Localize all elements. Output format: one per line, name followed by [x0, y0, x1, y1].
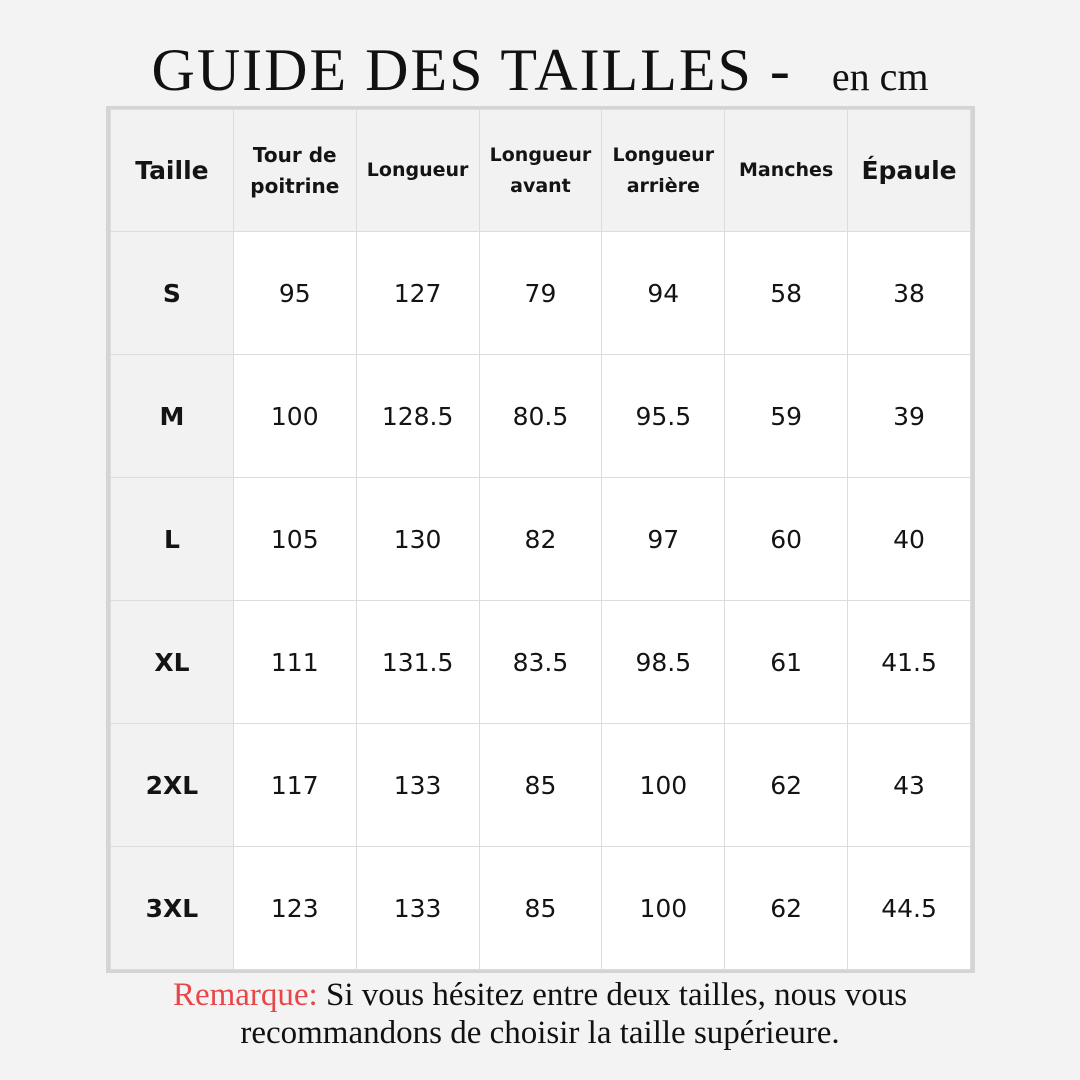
value-cell: 100 [602, 847, 725, 970]
header-tour-de-poitrine [233, 110, 356, 232]
value-cell: 95 [233, 232, 356, 355]
header-label: Longueur [612, 143, 715, 166]
page-title [0, 36, 1080, 105]
header-label: Longueur [489, 143, 592, 166]
value-cell: 61 [725, 601, 848, 724]
title-main: GUIDE DES TAILLES - [151, 37, 792, 103]
value-cell: 100 [233, 355, 356, 478]
note-text-line1: Si vous hésitez entre deux tailles, nous vous [317, 977, 908, 1013]
value-cell: 58 [725, 232, 848, 355]
table-row [111, 355, 971, 478]
value-cell: 130 [356, 478, 479, 601]
value-cell: 85 [479, 724, 602, 847]
value-cell: 79 [479, 232, 602, 355]
size-cell: S [111, 232, 234, 355]
table-row [111, 601, 971, 724]
header-longueur-arriere [602, 110, 725, 232]
title-unit: en cm [831, 54, 929, 99]
size-cell: M [111, 355, 234, 478]
value-cell: 128.5 [356, 355, 479, 478]
value-cell: 41.5 [848, 601, 971, 724]
value-cell: 127 [356, 232, 479, 355]
header-taille [111, 110, 234, 232]
header-label: Tour de [252, 142, 337, 167]
size-table [110, 109, 971, 970]
value-cell: 40 [848, 478, 971, 601]
value-cell: 133 [356, 847, 479, 970]
value-cell: 44.5 [848, 847, 971, 970]
size-cell: 2XL [111, 724, 234, 847]
size-note [0, 976, 1080, 1052]
value-cell: 123 [233, 847, 356, 970]
value-cell: 60 [725, 478, 848, 601]
value-cell: 83.5 [479, 601, 602, 724]
header-label: arrière [626, 174, 700, 197]
value-cell: 105 [233, 478, 356, 601]
header-label: poitrine [250, 173, 340, 198]
note-label: Remarque: [172, 977, 318, 1013]
value-cell: 43 [848, 724, 971, 847]
table-row [111, 478, 971, 601]
value-cell: 82 [479, 478, 602, 601]
header-label: Taille [135, 156, 209, 185]
value-cell: 38 [848, 232, 971, 355]
value-cell: 95.5 [602, 355, 725, 478]
header-label: Longueur [366, 159, 469, 181]
size-cell: 3XL [111, 847, 234, 970]
header-epaule [848, 110, 971, 232]
value-cell: 98.5 [602, 601, 725, 724]
size-table-container [106, 106, 975, 973]
header-label: Épaule [861, 156, 957, 185]
size-cell: XL [111, 601, 234, 724]
value-cell: 59 [725, 355, 848, 478]
header-label: avant [510, 174, 571, 197]
value-cell: 39 [848, 355, 971, 478]
value-cell: 133 [356, 724, 479, 847]
value-cell: 94 [602, 232, 725, 355]
value-cell: 111 [233, 601, 356, 724]
header-row [111, 110, 971, 232]
table-row [111, 232, 971, 355]
note-text-line2: recommandons de choisir la taille supérieure. [240, 1015, 840, 1051]
size-cell: L [111, 478, 234, 601]
value-cell: 85 [479, 847, 602, 970]
value-cell: 117 [233, 724, 356, 847]
value-cell: 131.5 [356, 601, 479, 724]
table-row [111, 724, 971, 847]
value-cell: 97 [602, 478, 725, 601]
header-longueur [356, 110, 479, 232]
header-longueur-avant [479, 110, 602, 232]
header-label: Manches [739, 159, 834, 181]
header-manches [725, 110, 848, 232]
value-cell: 62 [725, 847, 848, 970]
value-cell: 62 [725, 724, 848, 847]
value-cell: 100 [602, 724, 725, 847]
table-row [111, 847, 971, 970]
value-cell: 80.5 [479, 355, 602, 478]
